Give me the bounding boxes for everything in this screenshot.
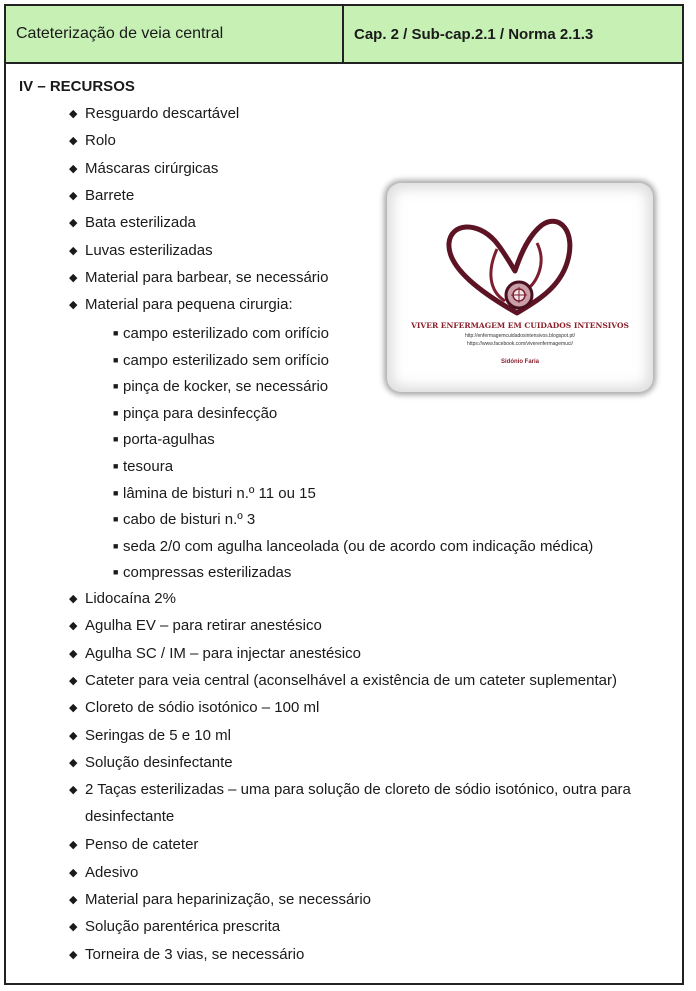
diamond-bullet-icon: ◆ [69, 867, 78, 879]
list-item [69, 187, 134, 205]
list-item-text: Rolo [85, 132, 116, 149]
list-item [69, 672, 617, 690]
sub-list-item [113, 484, 316, 503]
list-item [69, 160, 218, 178]
diamond-bullet-icon: ◆ [69, 245, 78, 257]
list-item-continuation: desinfectante [85, 808, 175, 825]
list-item [69, 699, 319, 717]
sub-list-item [113, 537, 593, 556]
list-item-text: Adesivo [85, 864, 139, 881]
square-bullet-icon: ■ [113, 355, 119, 365]
diamond-bullet-icon: ◆ [69, 135, 78, 147]
list-item-text: campo esterilizado sem orifício [123, 352, 329, 369]
list-item-text: pinça de kocker, se necessário [123, 378, 329, 395]
diamond-bullet-icon: ◆ [69, 620, 78, 632]
diamond-bullet-icon: ◆ [69, 702, 78, 714]
list-item [69, 864, 138, 882]
list-item-text: Material para heparinização, se necessário [85, 891, 371, 908]
diamond-bullet-icon: ◆ [69, 190, 78, 202]
diamond-bullet-icon: ◆ [69, 894, 78, 906]
list-item-text: porta-agulhas [123, 431, 215, 448]
list-item-text: campo esterilizado com orifício [123, 325, 329, 342]
square-bullet-icon: ■ [113, 461, 119, 471]
list-item-text: Solução desinfectante [85, 754, 233, 771]
list-item-text: Material para barbear, se necessário [85, 269, 329, 286]
diamond-bullet-icon: ◆ [69, 593, 78, 605]
diamond-bullet-icon: ◆ [69, 730, 78, 742]
logo-author: Sidónio Faria [500, 359, 539, 365]
square-bullet-icon: ■ [113, 514, 119, 524]
list-item [69, 617, 322, 635]
list-item-text: lâmina de bisturi n.º 11 ou 15 [123, 485, 316, 502]
diamond-bullet-icon: ◆ [69, 949, 78, 961]
logo-card [387, 183, 653, 392]
list-item [69, 645, 361, 663]
sub-list-item [113, 563, 291, 582]
list-item [69, 918, 280, 936]
list-item [69, 269, 328, 287]
list-item [69, 296, 293, 314]
sub-list-item [113, 324, 329, 343]
list-item-text: 2 Taças esterilizadas – uma para solução de cloreto de sódio isotónico, outra para [85, 781, 631, 798]
diamond-bullet-icon: ◆ [69, 272, 78, 284]
list-item [69, 132, 116, 150]
square-bullet-icon: ■ [113, 408, 119, 418]
list-item [69, 946, 304, 964]
square-bullet-icon: ■ [113, 328, 119, 338]
diamond-bullet-icon: ◆ [69, 757, 78, 769]
list-item [69, 836, 198, 854]
square-bullet-icon: ■ [113, 434, 119, 444]
list-item-text: Solução parentérica prescrita [85, 918, 281, 935]
diamond-bullet-icon: ◆ [69, 784, 78, 796]
list-item-text: Bata esterilizada [85, 214, 196, 231]
logo-title: VIVER ENFERMAGEM EM CUIDADOS INTENSIVOS [411, 321, 629, 330]
list-item [69, 891, 371, 909]
list-item-text: Agulha EV – para retirar anestésico [85, 617, 322, 634]
list-item [69, 754, 233, 772]
sub-list-item [113, 404, 277, 423]
list-item-text: Cateter para veia central (aconselhável a existência de um cateter suplementar) [85, 672, 617, 689]
list-item-text: Barrete [85, 187, 135, 204]
list-item-text: seda 2/0 com agulha lanceolada (ou de acordo com indicação médica) [123, 538, 594, 555]
diamond-bullet-icon: ◆ [69, 921, 78, 933]
list-item-text: compressas esterilizadas [123, 564, 292, 581]
list-item-text: cabo de bisturi n.º 3 [123, 511, 256, 528]
section-title: IV – RECURSOS [19, 78, 135, 95]
list-item [69, 214, 196, 232]
sub-list-item [113, 377, 328, 396]
list-item [69, 590, 176, 608]
list-item-text: Seringas de 5 e 10 ml [85, 727, 231, 744]
sub-list-item [113, 430, 215, 449]
square-bullet-icon: ■ [113, 541, 119, 551]
list-item-text: Agulha SC / IM – para injectar anestésico [85, 645, 361, 662]
sub-list-item [113, 351, 329, 370]
logo-facebook-url: https://www.facebook.com/viverenfermagemuci/ [467, 341, 573, 347]
diamond-bullet-icon: ◆ [69, 217, 78, 229]
diamond-bullet-icon: ◆ [69, 108, 78, 120]
procedure-title: Cateterização de veia central [6, 6, 344, 62]
diamond-bullet-icon: ◆ [69, 299, 78, 311]
list-item-text: Penso de cateter [85, 836, 199, 853]
list-item-text: Máscaras cirúrgicas [85, 160, 219, 177]
list-item-text: Material para pequena cirurgia: [85, 296, 293, 313]
sub-list-item [113, 510, 255, 529]
list-item-text: Resguardo descartável [85, 105, 240, 122]
list-item-text: pinça para desinfecção [123, 405, 278, 422]
norm-reference: Cap. 2 / Sub-cap.2.1 / Norma 2.1.3 [344, 6, 682, 62]
list-item [69, 781, 631, 799]
square-bullet-icon: ■ [113, 381, 119, 391]
diamond-bullet-icon: ◆ [69, 648, 78, 660]
sub-list-item [113, 457, 173, 476]
list-item [69, 105, 239, 123]
list-item [69, 242, 213, 260]
list-item-text: Lidocaína 2% [85, 590, 176, 607]
logo-blog-url: http://enfermagemcuidadosintensivos.blogspot.pt/ [464, 333, 576, 339]
diamond-bullet-icon: ◆ [69, 675, 78, 687]
list-item-text: Torneira de 3 vias, se necessário [85, 946, 305, 963]
list-item-text: Cloreto de sódio isotónico – 100 ml [85, 699, 320, 716]
list-item-text: Luvas esterilizadas [85, 242, 213, 259]
list-item [69, 727, 231, 745]
square-bullet-icon: ■ [113, 488, 119, 498]
diamond-bullet-icon: ◆ [69, 163, 78, 175]
diamond-bullet-icon: ◆ [69, 839, 78, 851]
square-bullet-icon: ■ [113, 567, 119, 577]
list-item-text: tesoura [123, 458, 174, 475]
